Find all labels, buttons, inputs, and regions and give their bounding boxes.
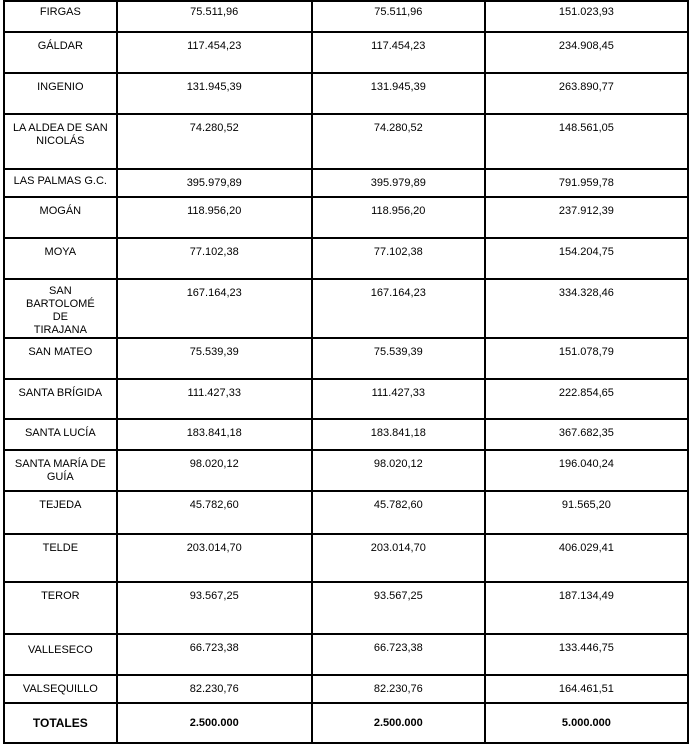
municipality-cell: TEJEDA xyxy=(4,491,117,534)
municipality-cell: LA ALDEA DE SAN NICOLÁS xyxy=(4,114,117,169)
amount-cell: 117.454,23 xyxy=(312,32,485,73)
amount-cell: 45.782,60 xyxy=(117,491,312,534)
total-cell: 334.328,46 xyxy=(485,279,688,338)
total-cell: 151.023,93 xyxy=(485,1,688,32)
total-cell: 222.854,65 xyxy=(485,379,688,419)
total-cell: 154.204,75 xyxy=(485,238,688,279)
amount-cell: 118.956,20 xyxy=(312,197,485,238)
total-cell: 151.078,79 xyxy=(485,338,688,379)
amount-cell: 75.511,96 xyxy=(117,1,312,32)
amount-cell: 98.020,12 xyxy=(312,450,485,491)
totals-row xyxy=(4,703,688,743)
amount-cell: 167.164,23 xyxy=(312,279,485,338)
table-row xyxy=(4,419,688,450)
table-row xyxy=(4,534,688,582)
table-row xyxy=(4,634,688,675)
amount-cell: 111.427,33 xyxy=(117,379,312,419)
amount-cell: 66.723,38 xyxy=(117,634,312,675)
amount-cell: 45.782,60 xyxy=(312,491,485,534)
amount-cell: 131.945,39 xyxy=(312,73,485,114)
municipality-cell: TEROR xyxy=(4,582,117,634)
municipality-cell: MOGÁN xyxy=(4,197,117,238)
municipality-cell: FIRGAS xyxy=(4,1,117,32)
amount-cell: 74.280,52 xyxy=(117,114,312,169)
municipality-cell: INGENIO xyxy=(4,73,117,114)
table-row xyxy=(4,491,688,534)
total-cell: 91.565,20 xyxy=(485,491,688,534)
amount-cell: 74.280,52 xyxy=(312,114,485,169)
total-cell: 791.959,78 xyxy=(485,169,688,197)
table-row xyxy=(4,279,688,338)
amount-cell: 93.567,25 xyxy=(117,582,312,634)
budget-table xyxy=(3,0,689,744)
table-row xyxy=(4,1,688,32)
amount-cell: 75.539,39 xyxy=(312,338,485,379)
municipality-cell: TELDE xyxy=(4,534,117,582)
total-cell: 367.682,35 xyxy=(485,419,688,450)
amount-cell: 111.427,33 xyxy=(312,379,485,419)
municipality-cell: SAN MATEO xyxy=(4,338,117,379)
municipality-cell: VALSEQUILLO xyxy=(4,675,117,703)
amount-cell: 82.230,76 xyxy=(117,675,312,703)
municipality-cell: MOYA xyxy=(4,238,117,279)
amount-cell: 131.945,39 xyxy=(117,73,312,114)
totals-label: TOTALES xyxy=(4,703,117,743)
amount-cell: 203.014,70 xyxy=(312,534,485,582)
total-cell: 133.446,75 xyxy=(485,634,688,675)
amount-cell: 98.020,12 xyxy=(117,450,312,491)
table-row xyxy=(4,169,688,197)
total-cell: 187.134,49 xyxy=(485,582,688,634)
total-cell: 237.912,39 xyxy=(485,197,688,238)
municipality-cell: SANTA LUCÍA xyxy=(4,419,117,450)
amount-cell: 77.102,38 xyxy=(312,238,485,279)
amount-cell: 75.539,39 xyxy=(117,338,312,379)
total-cell: 196.040,24 xyxy=(485,450,688,491)
amount-cell: 93.567,25 xyxy=(312,582,485,634)
totals-amount: 2.500.000 xyxy=(312,703,485,743)
table-row xyxy=(4,338,688,379)
amount-cell: 75.511,96 xyxy=(312,1,485,32)
municipality-cell: VALLESECO xyxy=(4,634,117,675)
municipality-cell: GÁLDAR xyxy=(4,32,117,73)
amount-cell: 77.102,38 xyxy=(117,238,312,279)
table-row xyxy=(4,73,688,114)
table-row xyxy=(4,238,688,279)
amount-cell: 183.841,18 xyxy=(117,419,312,450)
municipality-cell: SANTA BRÍGIDA xyxy=(4,379,117,419)
amount-cell: 203.014,70 xyxy=(117,534,312,582)
table-row xyxy=(4,379,688,419)
amount-cell: 183.841,18 xyxy=(312,419,485,450)
table-row xyxy=(4,675,688,703)
totals-grand-total: 5.000.000 xyxy=(485,703,688,743)
amount-cell: 66.723,38 xyxy=(312,634,485,675)
total-cell: 164.461,51 xyxy=(485,675,688,703)
table-row xyxy=(4,197,688,238)
amount-cell: 167.164,23 xyxy=(117,279,312,338)
table-row xyxy=(4,582,688,634)
amount-cell: 82.230,76 xyxy=(312,675,485,703)
municipality-cell: LAS PALMAS G.C. xyxy=(4,169,117,197)
total-cell: 148.561,05 xyxy=(485,114,688,169)
table-row xyxy=(4,114,688,169)
municipality-cell: SANTA MARÍA DE GUÍA xyxy=(4,450,117,491)
table-row xyxy=(4,450,688,491)
amount-cell: 395.979,89 xyxy=(117,169,312,197)
total-cell: 406.029,41 xyxy=(485,534,688,582)
table-row xyxy=(4,32,688,73)
total-cell: 234.908,45 xyxy=(485,32,688,73)
amount-cell: 117.454,23 xyxy=(117,32,312,73)
totals-amount: 2.500.000 xyxy=(117,703,312,743)
amount-cell: 118.956,20 xyxy=(117,197,312,238)
total-cell: 263.890,77 xyxy=(485,73,688,114)
municipality-cell: SAN BARTOLOMÉ DE TIRAJANA xyxy=(4,279,117,338)
amount-cell: 395.979,89 xyxy=(312,169,485,197)
